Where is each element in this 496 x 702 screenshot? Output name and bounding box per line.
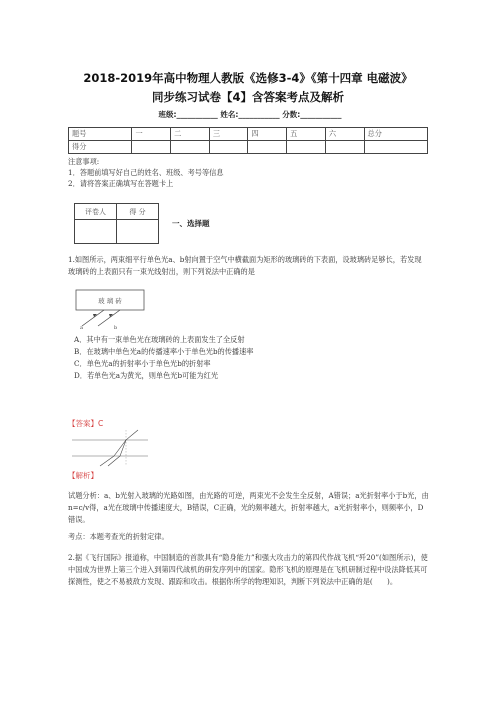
notes-heading: 注意事项: [68, 157, 100, 166]
grader-table [74, 203, 159, 244]
ray-a-label: a [80, 325, 83, 330]
score-header-cell: 二 [171, 128, 210, 141]
grader-cell [117, 220, 159, 244]
analysis-text: 试题分析：a、b光射入玻璃的光路如图，由光路的可逆，两束光不会发生全反射，A错误；a光折射率小于b光，由n=c/v得，a光在玻璃中传播速度大，B错误，C正确，光的频率越大，折射率越大，a光折射率小，则频率小，D错误。 [68, 491, 429, 524]
score-header-cell: 六 [325, 128, 364, 141]
question-2-text: 2.据《飞行国际》报道称，中国制造的首款具有“隐身能力”和强大攻击力的第四代作战飞机“歼20”(如图所示)，使中国成为世界上第三个进入到第四代战机的研发序列中的国家。隐形飞机的原理是在飞机研制过程中设法降低其可探测性，使之不易被敌方发现、跟踪和攻击。根据你所学的物理知识，判断下列说法中正确的是( )。 [68, 553, 428, 586]
score-cell [248, 141, 287, 154]
score-row-label: 得分 [69, 141, 132, 154]
section-heading: 一、选择题 [172, 219, 210, 228]
question-1-text: 1.如图所示，两束细平行单色光a、b射向置于空气中横截面为矩形的玻璃砖的下表面，设玻璃砖足够长，若发现玻璃砖的上表面只有一束光线射出，则下列说法中正确的是 [68, 255, 422, 276]
option-c: C．单色光a的折射率小于单色光b的折射率 [74, 359, 211, 368]
score-cell [171, 141, 210, 154]
ray-a [82, 310, 104, 326]
ray-in-b [108, 456, 120, 466]
notes-item: 2．请将答案正确填写在答题卡上 [68, 179, 174, 188]
ray-glass-a [114, 440, 126, 456]
grader-cell [75, 220, 117, 244]
notes-block [68, 156, 224, 189]
score-table [68, 127, 428, 154]
answer-label: 【答案】C [68, 419, 104, 428]
score-table-header-row [69, 128, 428, 141]
score-header-cell: 三 [209, 128, 248, 141]
option-d: D．若单色光a为黄光，则单色光b可能为红光 [74, 371, 219, 380]
score-header-cell: 题号 [69, 128, 132, 141]
ray-in-a [100, 456, 114, 466]
question-1-options [74, 334, 253, 382]
notes-item: 1．答题前填写好自己的姓名、班级、考号等信息 [68, 168, 224, 177]
grader-label: 评卷人 [75, 204, 117, 220]
answer-figure [70, 428, 150, 468]
ray-b-label: b [114, 325, 118, 330]
ray-out [126, 430, 138, 440]
ray-b [98, 310, 120, 326]
score-cell [132, 141, 171, 154]
document-title: 2018-2019年高中物理人教版《选修3-4》《第十四章 电磁波》 [83, 71, 413, 85]
question-1-figure [74, 288, 146, 330]
score-cell [364, 141, 428, 154]
document-subtitle: 同步练习试卷【4】含答案考点及解析 [152, 90, 344, 104]
ray-glass-b [120, 440, 126, 456]
analysis-label: 【解析】 [68, 471, 98, 480]
glass-brick-label: 玻 璃 砖 [98, 297, 122, 305]
score-table-score-row [69, 141, 428, 154]
score-header-cell: 总分 [364, 128, 428, 141]
score-header-cell: 一 [132, 128, 171, 141]
score-header-cell: 四 [248, 128, 287, 141]
score-header-cell: 五 [287, 128, 326, 141]
option-a: A．其中有一束单色光在玻璃砖的上表面发生了全反射 [74, 335, 245, 344]
score-cell [287, 141, 326, 154]
test-point-text: 考点：本题考查光的折射定律。 [68, 532, 169, 541]
score-cell [325, 141, 364, 154]
option-b: B．在玻璃中单色光a的传播速率小于单色光b的传播速率 [74, 347, 254, 356]
student-info-line: 班级:___________ 姓名:___________ 分数:___________ [158, 110, 342, 119]
grader-score-label: 得 分 [117, 204, 159, 220]
score-cell [209, 141, 248, 154]
